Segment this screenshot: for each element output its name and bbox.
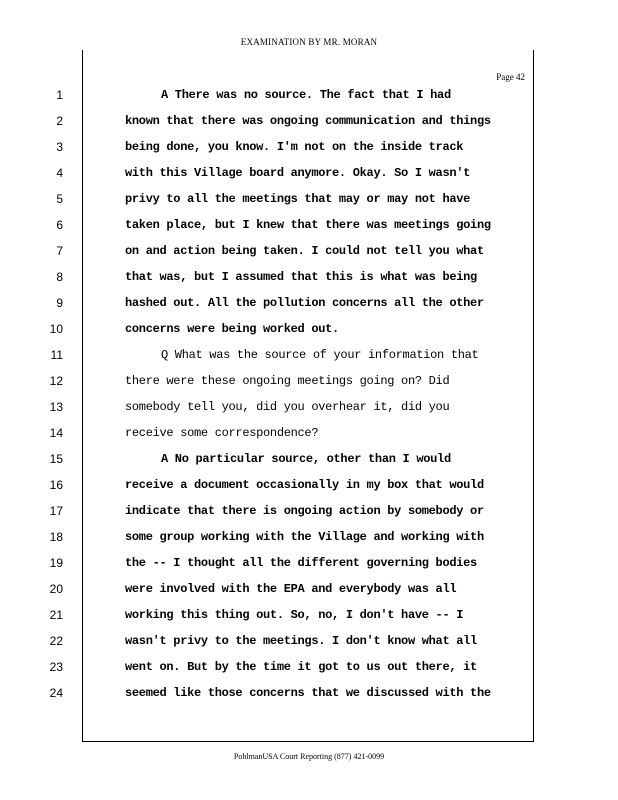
line-number: 11	[50, 348, 63, 362]
page-number: Page 42	[496, 72, 525, 82]
line-number: 3	[56, 140, 63, 154]
line-number: 21	[49, 608, 63, 622]
transcript-line	[56, 192, 535, 218]
line-text: indicate that there is ongoing action by somebody or	[125, 504, 484, 518]
transcript-line	[56, 88, 535, 114]
line-number: 24	[49, 686, 63, 700]
line-number: 1	[56, 88, 63, 102]
transcript-line	[50, 348, 535, 374]
line-number: 6	[56, 218, 63, 232]
line-text: with this Village board anymore. Okay. So I wasn't	[125, 166, 471, 180]
line-number: 5	[56, 192, 63, 206]
line-text: wasn't privy to the meetings. I don't know what all	[125, 634, 477, 648]
line-text: taken place, but I knew that there was meetings going	[125, 218, 491, 232]
transcript-line	[49, 374, 535, 400]
transcript-line	[49, 634, 535, 660]
transcript-line	[49, 530, 535, 556]
transcript-line	[56, 244, 535, 270]
line-text: A There was no source. The fact that I had	[161, 88, 451, 102]
transcript-line	[49, 556, 535, 582]
transcript-line	[56, 166, 535, 192]
transcript-line	[49, 686, 535, 712]
line-text: went on. But by the time it got to us out there, it	[125, 660, 477, 674]
line-text: privy to all the meetings that may or may not have	[125, 192, 471, 206]
line-number: 8	[56, 270, 63, 284]
line-text: the -- I thought all the different governing bodies	[125, 556, 477, 570]
transcript-line	[56, 270, 535, 296]
line-number: 4	[56, 166, 63, 180]
line-number: 9	[56, 296, 63, 310]
line-number: 16	[49, 478, 63, 492]
line-text: receive some correspondence?	[125, 426, 319, 440]
line-number: 7	[56, 244, 63, 258]
line-text: working this thing out. So, no, I don't have -- I	[125, 608, 464, 622]
transcript-line	[49, 322, 535, 348]
line-text: were involved with the EPA and everybody was all	[125, 582, 457, 596]
transcript-line	[49, 426, 535, 452]
transcript-line	[56, 296, 535, 322]
line-text: receive a document occasionally in my box that would	[125, 478, 484, 492]
page-footer: PohlmanUSA Court Reporting (877) 421-0099	[233, 752, 385, 761]
transcript-line	[56, 218, 535, 244]
line-text: being done, you know. I'm not on the inside track	[125, 140, 464, 154]
line-number: 19	[49, 556, 63, 570]
line-text: somebody tell you, did you overhear it, did you	[125, 400, 450, 414]
line-text: seemed like those concerns that we discussed with the	[125, 686, 491, 700]
line-text: A No particular source, other than I would	[161, 452, 451, 466]
page-header: EXAMINATION BY MR. MORAN	[240, 37, 378, 47]
line-number: 12	[49, 374, 63, 388]
line-number: 22	[49, 634, 63, 648]
line-text: known that there was ongoing communication and things	[125, 114, 491, 128]
line-text: hashed out. All the pollution concerns all the other	[125, 296, 484, 310]
transcript-frame	[49, 50, 534, 742]
line-number: 20	[49, 582, 63, 596]
line-text: Q What was the source of your information that	[161, 348, 479, 362]
line-text: that was, but I assumed that this is what was being	[125, 270, 477, 284]
transcript-line	[49, 452, 535, 478]
line-text: concerns were being worked out.	[125, 322, 339, 336]
transcript-line	[49, 660, 535, 686]
transcript-line	[49, 582, 535, 608]
transcript-line	[49, 478, 535, 504]
line-number: 14	[49, 426, 63, 440]
transcript-line	[49, 504, 535, 530]
line-number: 15	[49, 452, 63, 466]
line-number: 13	[49, 400, 63, 414]
line-text: there were these ongoing meetings going on? Did	[125, 374, 450, 388]
transcript-line	[49, 400, 535, 426]
transcript-line	[56, 114, 535, 140]
transcript-line	[49, 608, 535, 634]
line-text: on and action being taken. I could not tell you what	[125, 244, 484, 258]
line-text: some group working with the Village and working with	[125, 530, 484, 544]
line-number: 18	[49, 530, 63, 544]
line-number: 10	[49, 322, 63, 336]
transcript-line	[56, 140, 535, 166]
line-number: 23	[49, 660, 63, 674]
line-number: 17	[49, 504, 63, 518]
line-number: 2	[56, 114, 63, 128]
